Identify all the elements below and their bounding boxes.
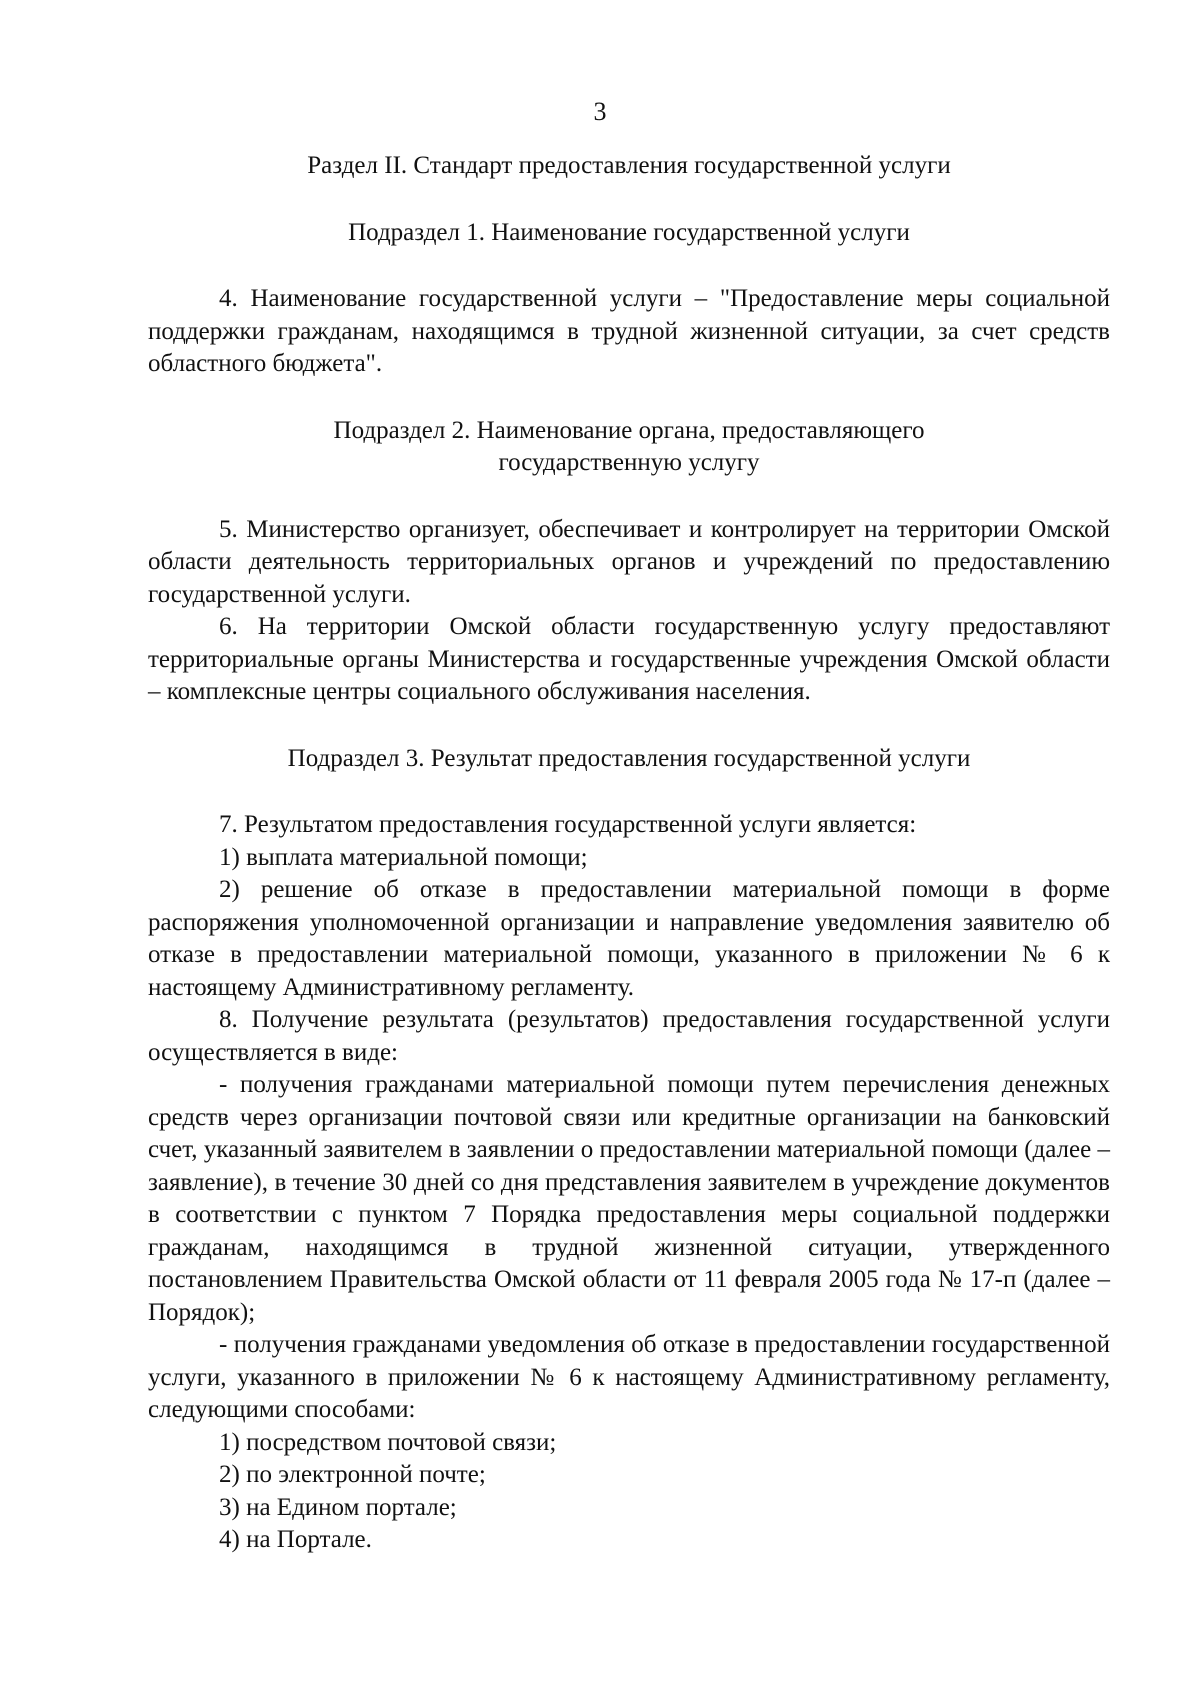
- paragraph-7-item-2: 2) решение об отказе в предоставлении материальной помощи в форме распоряжения уполномоченной организации и направление уведомления заявителю об отказе в предоставлении материальной помощи, указанного в приложении № 6 к настоящему Административному регламенту.: [148, 876, 1110, 1001]
- paragraph-8: 8. Получение результата (результатов) предоставления государственной услуги осуществляется в виде:: [148, 1006, 1110, 1066]
- paragraph-8-method-4: 4) на Портале.: [219, 1526, 372, 1553]
- subsection-3-title: Подраздел 3. Результат предоставления государственной услуги: [287, 744, 971, 772]
- page-number: 3: [593, 97, 607, 126]
- section-title: Раздел II. Стандарт предоставления государственной услуги: [307, 152, 951, 179]
- paragraph-8-method-2: 2) по электронной почте;: [219, 1461, 486, 1488]
- document-body: [148, 150, 1110, 1557]
- paragraph-7-item-1: 1) выплата материальной помощи;: [219, 843, 588, 871]
- paragraph-4: 4. Наименование государственной услуги – "Предоставление меры социальной поддержки гражданам, находящимся в трудной жизненной ситуации, за счет средств областного бюджета".: [148, 285, 1110, 377]
- subsection-1-title: Подраздел 1. Наименование государственной услуги: [348, 218, 910, 246]
- paragraph-7: 7. Результатом предоставления государственной услуги является:: [219, 811, 917, 838]
- paragraph-5: 5. Министерство организует, обеспечивает и контролирует на территории Омской области деятельность территориальных органов и учреждений по предоставлению государственной услуги.: [148, 515, 1110, 608]
- subsection-2-title-line2: государственную услугу: [498, 449, 760, 476]
- paragraph-8-method-1: 1) посредством почтовой связи;: [219, 1428, 557, 1456]
- paragraph-8-item-b: - получения гражданами уведомления об отказе в предоставлении государственной услуги, указанного в приложении № 6 к настоящему Административному регламенту, следующими способами:: [148, 1331, 1110, 1423]
- paragraph-8-item-a: - получения гражданами материальной помощи путем перечисления денежных средств через организации почтовой связи или кредитные организации на банковский счет, указанный заявителем в заявлении о предоставлении материальной помощи (далее – заявление), в течение 30 дней со дня представления заявителем в учреждение документов в соответствии с пунктом 7 Порядка предоставления меры социальной поддержки гражданам, находящимся в трудной жизненной ситуации, утвержденного постановлением Правительства Омской области от 11 февраля 2005 года № 17-п (далее – Порядок);: [148, 1071, 1110, 1326]
- paragraph-6: 6. На территории Омской области государственную услугу предоставляют территориальные органы Министерства и государственные учреждения Омской области – комплексные центры социального обслуживания населения.: [148, 613, 1110, 705]
- subsection-2-title-line1: Подраздел 2. Наименование органа, предоставляющего: [333, 416, 925, 444]
- paragraph-8-method-3: 3) на Едином портале;: [219, 1493, 457, 1521]
